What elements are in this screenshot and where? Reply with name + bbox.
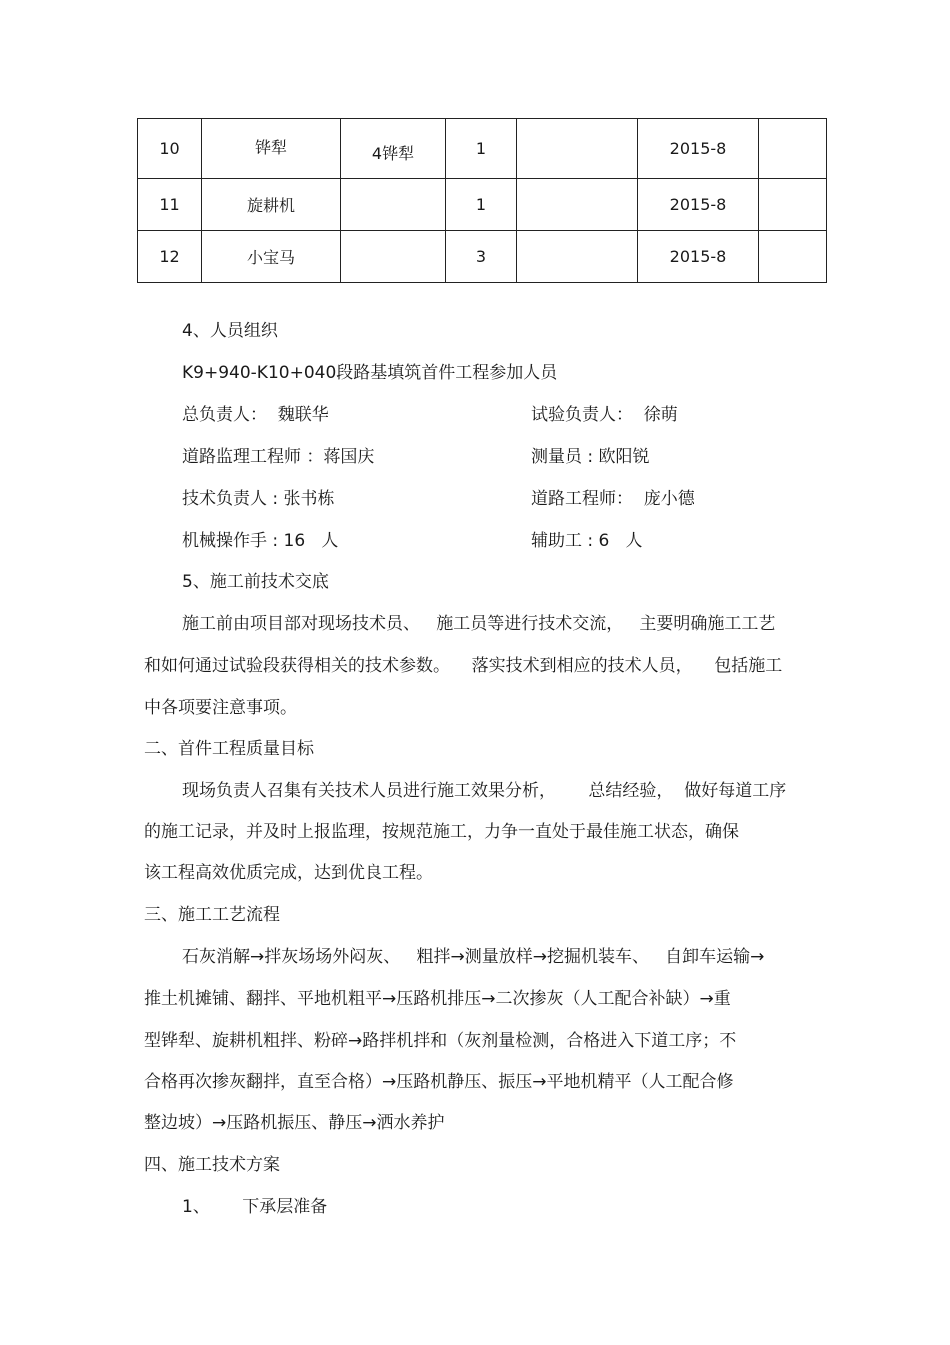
paragraph-line: 推土机摊铺、翻拌、平地机粗平→压路机排压→二次掺灰（人工配合补缺）→重 [144,989,731,1009]
cell-note [759,179,827,231]
person-surveyor: 测量员 : 欧阳锐 [531,447,650,467]
cell-spec [341,179,446,231]
cell-no: 11 [138,179,202,231]
personnel-subtitle: K9+940-K10+040段路基填筑首件工程参加人员 [182,363,558,383]
equipment-table [137,118,827,283]
person-road-engineer: 道路工程师： 庞小德 [531,489,695,509]
person-test-lead: 试验负责人： 徐萌 [531,405,678,425]
paragraph-line: 型铧犁、旋耕机粗拌、粉碎→路拌机拌和（灰剂量检测，合格进入下道工序；不 [144,1031,737,1051]
table-row [138,119,827,179]
person-operators: 机械操作手 : 16 人 [182,531,339,551]
paragraph-line: 和如何通过试验段获得相关的技术参数。 落实技术到相应的技术人员， 包括施工 [144,656,783,676]
tech-plan-heading: 四、施工技术方案 [144,1155,280,1175]
paragraph-line: 中各项要注意事项。 [144,698,297,718]
paragraph-line: 施工前由项目部对现场技术员、 施工员等进行技术交流， 主要明确施工工艺 [182,614,776,634]
cell-name: 铧犁 [202,119,341,179]
cell-note [759,119,827,179]
cell-name: 旋耕机 [202,179,341,231]
person-tech-lead: 技术负责人 : 张书栋 [182,489,335,509]
pre-construction-heading: 5、施工前技术交底 [182,572,329,592]
paragraph-line: 石灰消解→拌灰场场外闷灰、 粗拌→测量放样→挖掘机装车、 自卸车运输→ [182,947,765,967]
paragraph-line: 现场负责人召集有关技术人员进行施工效果分析， 总结经验， 做好每道工序 [182,781,787,801]
table-row [138,231,827,283]
cell-qty: 1 [446,119,517,179]
cell-spec [341,231,446,283]
cell-blank [517,179,638,231]
paragraph-line: 整边坡）→压路机振压、静压→洒水养护 [144,1113,445,1133]
person-general-lead: 总负责人： 魏联华 [182,405,329,425]
cell-qty: 1 [446,179,517,231]
cell-qty: 3 [446,231,517,283]
table-row [138,179,827,231]
tech-plan-item-1: 1、 下承层准备 [182,1197,328,1217]
cell-note [759,231,827,283]
cell-date: 2015-8 [638,231,759,283]
cell-blank [517,119,638,179]
cell-no: 10 [138,119,202,179]
paragraph-line: 的施工记录，并及时上报监理，按规范施工，力争一直处于最佳施工状态，确保 [144,822,739,842]
cell-date: 2015-8 [638,179,759,231]
cell-no: 12 [138,231,202,283]
process-flow-heading: 三、施工工艺流程 [144,905,280,925]
person-supervisor: 道路监理工程师 ：蒋国庆 [182,447,375,467]
cell-blank [517,231,638,283]
cell-date: 2015-8 [638,119,759,179]
cell-name: 小宝马 [202,231,341,283]
quality-goal-heading: 二、首件工程质量目标 [144,739,314,759]
personnel-heading: 4、人员组织 [182,321,278,341]
paragraph-line: 该工程高效优质完成，达到优良工程。 [144,863,433,883]
person-assistants: 辅助工 : 6 人 [531,531,643,551]
paragraph-line: 合格再次掺灰翻拌，直至合格）→压路机静压、振压→平地机精平（人工配合修 [144,1072,734,1092]
cell-spec: 4铧犁 [341,119,446,179]
